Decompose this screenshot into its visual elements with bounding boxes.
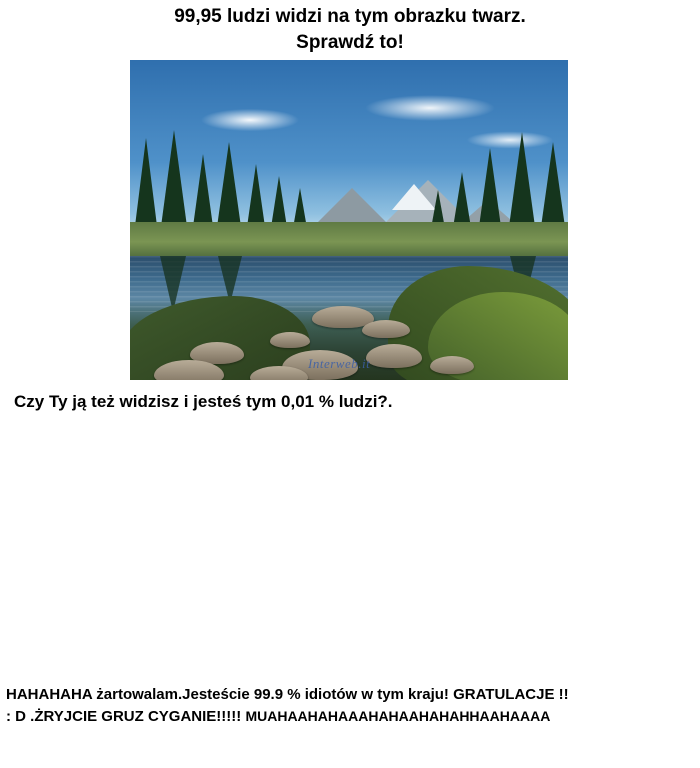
pine-tree: [540, 142, 566, 234]
pine-tree: [216, 142, 242, 234]
footer-line-1: HAHAHAHA żartowalam.Jesteście 99.9 % idiotów w tym kraju! GRATULACJE !!: [6, 686, 569, 703]
footer-line-2: [6, 706, 696, 728]
page-title: [0, 4, 700, 55]
headline-line-1: 99,95 ludzi widzi na tym obrazku twarz.: [174, 6, 526, 27]
mountain-lake-photo: [130, 60, 568, 380]
headline-line-2: Sprawdź to!: [296, 31, 404, 53]
photo-sky: [130, 60, 568, 380]
pine-tree: [134, 138, 158, 234]
photo-watermark: Interweb.it: [308, 356, 371, 371]
pine-tree: [160, 130, 188, 234]
pine-tree: [508, 132, 536, 234]
footer-line-2-main: : D .ŻRYJCIE GRUZ CYGANIE!!!!!: [6, 707, 242, 725]
rock: [362, 320, 410, 338]
photo-meadow: [130, 222, 568, 258]
caption-middle: Czy Ty ją też widzisz i jesteś tym 0,01 % ludzi?.: [14, 392, 393, 411]
footer-line-2-tail: MUAHAAHAHAAAHAHAAHAHAHHAAHAAAA: [245, 707, 551, 724]
photo-treeline: [130, 130, 568, 234]
rock: [366, 344, 422, 368]
rock: [270, 332, 310, 348]
rock: [430, 356, 474, 374]
footer-text: [6, 684, 696, 728]
